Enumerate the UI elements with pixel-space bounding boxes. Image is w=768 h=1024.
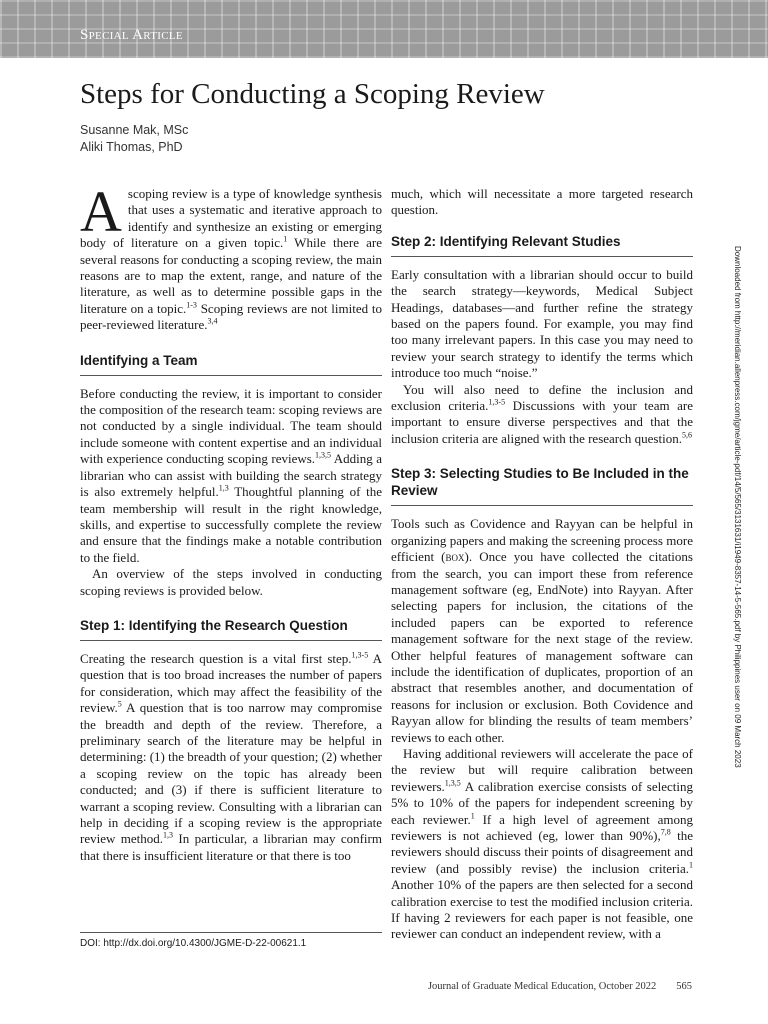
- box-reference-link[interactable]: box: [445, 549, 465, 565]
- citation: 1,3: [163, 831, 173, 841]
- author-2: Aliki Thomas, PhD: [80, 140, 183, 154]
- citation: 1,3,5: [444, 778, 461, 788]
- team-paragraph-1: Before conducting the review, it is important to consider the composition of the research team: scoping reviews are not conducted by a single individual. The team should include someone with content expertise and an individual with experience conducting scoping reviews.$^{1,3,5}$ Adding a librarian who can assist with building the search strategy is also extremely helpful.$^{1,3}$ Thoughtful planning of the team membership will result in the right knowledge, skills, and expertise to successfully complete the review and ensure that the findings make a notable contribution to the field.: [80, 385, 382, 565]
- heading-identifying-team: Identifying a Team: [80, 352, 382, 376]
- doi-divider: [80, 932, 382, 933]
- citation: 3,4: [207, 316, 218, 326]
- citation: 1,3-5: [351, 650, 369, 660]
- step3-paragraph-1: Tools such as Covidence and Rayyan can be helpful in organizing papers and making the screening process more efficient (box). Once you have collected the citations from the search, you can import these from reference management software (eg, EndNote) into Rayyan. After selecting papers for inclusion, the citations of the included papers can be exported to reference management software for the next stage of the review. Other helpful features of management software can include the identification of duplicates, proportion of an abstract that resembles another, and documentation of reasons for inclusion or exclusion. Both Covidence and Rayyan allow for blinding the results of team members’ reviews to each other.: [391, 516, 693, 745]
- download-watermark: Downloaded from http://meridian.allenpress.com/jgme/article-pdf/14/5/565/3131631/i1949-8357-14-5-565.pdf by Philippines user on 09 March 2023: [733, 246, 742, 768]
- heading-step-2: Step 2: Identifying Relevant Studies: [391, 233, 693, 257]
- citation: 1: [470, 811, 475, 821]
- citation: 1: [689, 860, 693, 870]
- journal-name: Journal of Graduate Medical Education, October 2022: [427, 981, 657, 992]
- author-1: Susanne Mak, MSc: [80, 123, 189, 137]
- intro-paragraph: A scoping review is a type of knowledge synthesis that uses a systematic and iterative approach to identify and synthesize an existing or emerging body of literature on a given topic.$^1$ While there are several reasons for conducting a scoping review, the main reasons are to map the extent, range, and nature of the literature, as well as to determine possible gaps in the literature on a topic.$^{1-3}$ Scoping reviews are not limited to peer-reviewed literature.$^{3,4}$: [80, 179, 382, 333]
- citation: 1,3-5: [488, 397, 506, 407]
- citation: 1: [283, 234, 288, 244]
- section-banner: [0, 0, 768, 58]
- page-number: 565: [676, 981, 692, 992]
- heading-step-1: Step 1: Identifying the Research Question: [80, 617, 382, 641]
- doi-link[interactable]: DOI: http://dx.doi.org/10.4300/JGME-D-22-00621.1: [80, 938, 307, 949]
- section-label: Special Article: [80, 27, 183, 43]
- heading-step-3: Step 3: Selecting Studies to Be Included in the Review: [391, 465, 693, 506]
- drop-cap: A: [80, 179, 122, 244]
- citation: 1,3: [218, 483, 229, 493]
- step1-paragraph: Creating the research question is a vital first step.$^{1,3-5}$ A question that is too broad increases the number of papers for consideration, which may affect the feasibility of the review.$^5$ A question that is too narrow may compromise the breadth and depth of the review. Therefore, a preliminary search of the literature may be helpful in determining: (1) the breadth of your question; (2) whether a scoping review on the topic has already been conducted; and (3) if there is sufficient literature to warrant a scoping review. Consulting with a librarian can help in deciding if a scoping review is the appropriate review method.$^{1,3}$ In particular, a librarian may confirm that there is insufficient literature or that there is too: [80, 650, 382, 863]
- article-title: Steps for Conducting a Scoping Review: [80, 78, 545, 110]
- page-footer: [428, 981, 692, 992]
- team-paragraph-2: An overview of the steps involved in conducting scoping reviews is provided below.: [80, 566, 382, 598]
- citation: 1,3,5: [315, 450, 332, 460]
- citation: 1-3: [186, 300, 197, 310]
- step3-paragraph-2: Having additional reviewers will accelerate the pace of the review but will require calibration between reviewers.$^{1,3,5}$ A calibration exercise consists of selecting 5% to 10% of the papers for independent screening by each reviewer.$^1$ If a high level of agreement among reviewers is not achieved (eg, lower than 90%),$^{7,8}$ the reviewers should discuss their points of disagreement and review (and possibly revise) the inclusion criteria.$^1$ Another 10% of the papers are then selected for a second calibration exercise to test the modified inclusion criteria. If having 2 reviewers for each paper is not feasible, one reviewer can conduct an independent review, with a: [391, 745, 694, 942]
- citation: 5: [117, 699, 122, 709]
- citation: 7,8: [660, 827, 671, 837]
- author-list: [80, 122, 188, 156]
- left-column: [80, 179, 382, 864]
- step2-paragraph-2: You will also need to define the inclusion and exclusion criteria.$^{1,3-5}$ Discussions with your team are important to ensure diverse perspectives and that the inclusion criteria are aligned with the research question.$^{5,6}$: [391, 381, 693, 446]
- citation: 5,6: [681, 430, 692, 440]
- right-column: [391, 186, 693, 943]
- step2-paragraph-1: Early consultation with a librarian should occur to build the search strategy—keywords, Medical Subject Headings, databases—and further refine the strategy based on the papers found. For example, you may find too many irrelevant papers. In this case you may need to review your search strategy to identify the terms which introduce too much “noise.”: [391, 266, 693, 381]
- step1-continuation: much, which will necessitate a more targeted research question.: [391, 186, 693, 218]
